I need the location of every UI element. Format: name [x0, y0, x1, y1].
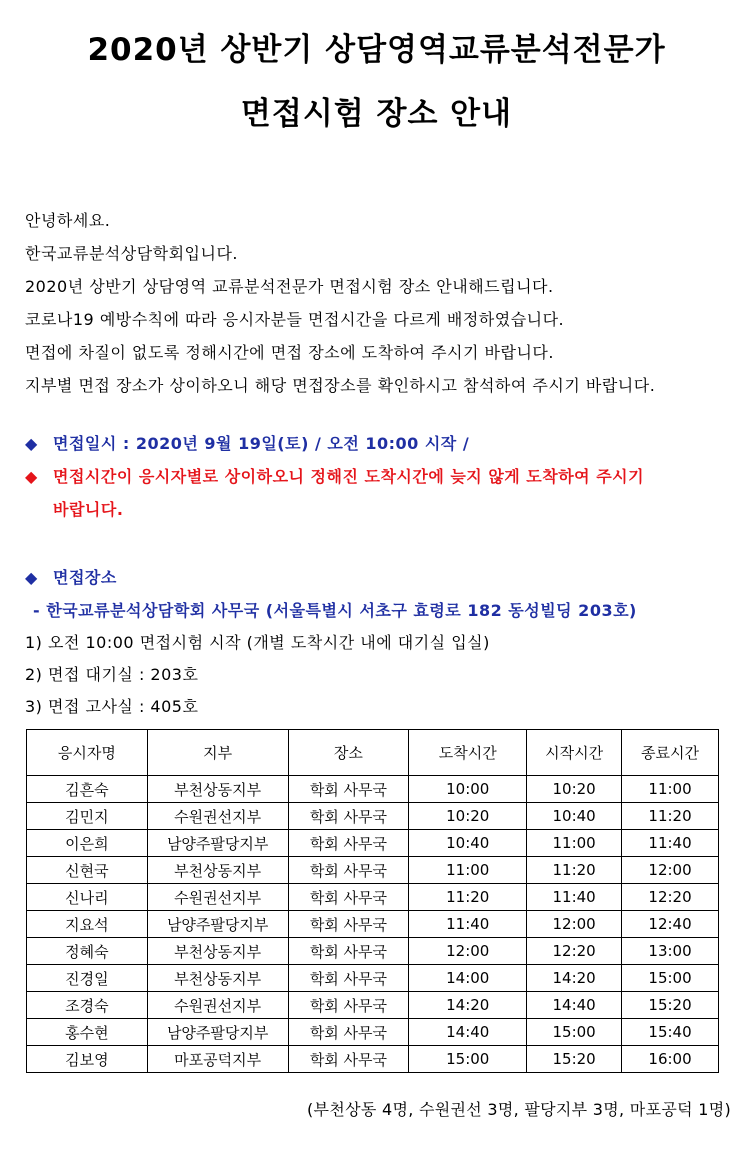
applicant-name: 김민지 [27, 803, 148, 830]
applicant-name: 신현국 [27, 857, 148, 884]
applicant-name: 김보영 [27, 1046, 148, 1073]
location: 학회 사무국 [288, 938, 409, 965]
end-time: 12:20 [622, 884, 719, 911]
start-time: 15:20 [527, 1046, 622, 1073]
location: 학회 사무국 [288, 911, 409, 938]
arrival-warning-continued: 바랍니다. [53, 500, 124, 519]
start-time: 12:20 [527, 938, 622, 965]
header-arrival-time: 도착시간 [409, 730, 527, 776]
end-time: 11:20 [622, 803, 719, 830]
schedule-header-row [27, 730, 719, 776]
page-subtitle: 면접시험 장소 안내 [240, 96, 513, 132]
arrival-time: 10:00 [409, 776, 527, 803]
exam-date-notice [25, 431, 469, 454]
location: 학회 사무국 [288, 1046, 409, 1073]
end-time: 12:00 [622, 857, 719, 884]
branch: 부천상동지부 [147, 776, 288, 803]
venue-heading [25, 565, 117, 588]
venue-item-waiting-room: 2) 면접 대기실 : 203호 [25, 665, 199, 684]
header-branch: 지부 [147, 730, 288, 776]
start-time: 11:20 [527, 857, 622, 884]
applicant-name: 조경숙 [27, 992, 148, 1019]
applicant-name: 이은희 [27, 830, 148, 857]
location: 학회 사무국 [288, 857, 409, 884]
header-applicant: 응시자명 [27, 730, 148, 776]
applicant-name: 김흔숙 [27, 776, 148, 803]
applicant-name: 진경일 [27, 965, 148, 992]
branch: 부천상동지부 [147, 938, 288, 965]
branch: 부천상동지부 [147, 857, 288, 884]
end-time: 15:00 [622, 965, 719, 992]
branch: 남양주팔당지부 [147, 1019, 288, 1046]
branch: 남양주팔당지부 [147, 830, 288, 857]
arrival-time: 14:00 [409, 965, 527, 992]
end-time: 11:00 [622, 776, 719, 803]
table-row [27, 803, 719, 830]
branch: 수원권선지부 [147, 803, 288, 830]
end-time: 15:40 [622, 1019, 719, 1046]
arrival-time: 14:40 [409, 1019, 527, 1046]
branch: 남양주팔당지부 [147, 911, 288, 938]
arrival-time: 11:00 [409, 857, 527, 884]
start-time: 14:20 [527, 965, 622, 992]
arrival-time: 14:20 [409, 992, 527, 1019]
arrival-time: 11:20 [409, 884, 527, 911]
start-time: 11:00 [527, 830, 622, 857]
start-time: 12:00 [527, 911, 622, 938]
header-start-time: 시작시간 [527, 730, 622, 776]
end-time: 12:40 [622, 911, 719, 938]
branch: 마포공덕지부 [147, 1046, 288, 1073]
end-time: 15:20 [622, 992, 719, 1019]
schedule-table [26, 729, 719, 1073]
page-title: 2020년 상반기 상담영역교류분석전문가 [87, 32, 666, 68]
diamond-bullet-icon: ◆ [25, 467, 38, 486]
location: 학회 사무국 [288, 776, 409, 803]
applicant-name: 신나리 [27, 884, 148, 911]
venue-heading-text: 면접장소 [53, 568, 117, 587]
arrival-warning [25, 464, 644, 487]
branch-count-footnote: (부천상동 4명, 수원권선 3명, 팔당지부 3명, 마포공덕 1명) [307, 1100, 731, 1119]
arrival-time: 10:40 [409, 830, 527, 857]
applicant-name: 지요석 [27, 911, 148, 938]
table-row [27, 992, 719, 1019]
table-row [27, 1019, 719, 1046]
branch: 부천상동지부 [147, 965, 288, 992]
intro-organization: 한국교류분석상담학회입니다. [25, 244, 239, 263]
applicant-name: 홍수현 [27, 1019, 148, 1046]
intro-greeting: 안녕하세요. [25, 211, 111, 230]
table-row [27, 938, 719, 965]
location: 학회 사무국 [288, 992, 409, 1019]
arrival-time: 12:00 [409, 938, 527, 965]
table-row [27, 857, 719, 884]
header-end-time: 종료시간 [622, 730, 719, 776]
location: 학회 사무국 [288, 803, 409, 830]
venue-item-exam-room: 3) 면접 고사실 : 405호 [25, 697, 199, 716]
applicant-name: 정혜숙 [27, 938, 148, 965]
table-row [27, 830, 719, 857]
end-time: 11:40 [622, 830, 719, 857]
diamond-bullet-icon: ◆ [25, 434, 38, 453]
end-time: 13:00 [622, 938, 719, 965]
start-time: 15:00 [527, 1019, 622, 1046]
location: 학회 사무국 [288, 1019, 409, 1046]
diamond-bullet-icon: ◆ [25, 568, 38, 587]
header-location: 장소 [288, 730, 409, 776]
intro-covid-notice: 코로나19 예방수칙에 따라 응시자분들 면접시간을 다르게 배정하였습니다. [25, 310, 565, 329]
end-time: 16:00 [622, 1046, 719, 1073]
exam-date-text: 면접일시 : 2020년 9월 19일(토) / 오전 10:00 시작 / [53, 434, 470, 453]
table-row [27, 1046, 719, 1073]
intro-venue-notice: 지부별 면접 장소가 상이하오니 해당 면접장소를 확인하시고 참석하여 주시기 바랍니다. [25, 376, 656, 395]
arrival-time: 15:00 [409, 1046, 527, 1073]
branch: 수원권선지부 [147, 884, 288, 911]
table-row [27, 965, 719, 992]
start-time: 10:40 [527, 803, 622, 830]
start-time: 10:20 [527, 776, 622, 803]
table-row [27, 911, 719, 938]
branch: 수원권선지부 [147, 992, 288, 1019]
table-row [27, 884, 719, 911]
start-time: 14:40 [527, 992, 622, 1019]
arrival-time: 10:20 [409, 803, 527, 830]
location: 학회 사무국 [288, 965, 409, 992]
arrival-time: 11:40 [409, 911, 527, 938]
intro-arrival-notice: 면접에 차질이 없도록 정해시간에 면접 장소에 도착하여 주시기 바랍니다. [25, 343, 554, 362]
venue-item-start: 1) 오전 10:00 면접시험 시작 (개별 도착시간 내에 대기실 입실) [25, 633, 490, 652]
table-row [27, 776, 719, 803]
intro-announcement: 2020년 상반기 상담영역 교류분석전문가 면접시험 장소 안내해드립니다. [25, 277, 554, 296]
start-time: 11:40 [527, 884, 622, 911]
arrival-warning-text: 면접시간이 응시자별로 상이하오니 정해진 도착시간에 늦지 않게 도착하여 주시기 [53, 467, 645, 486]
venue-address: - 한국교류분석상담학회 사무국 (서울특별시 서초구 효령로 182 동성빌딩 203호) [33, 601, 637, 620]
location: 학회 사무국 [288, 830, 409, 857]
location: 학회 사무국 [288, 884, 409, 911]
